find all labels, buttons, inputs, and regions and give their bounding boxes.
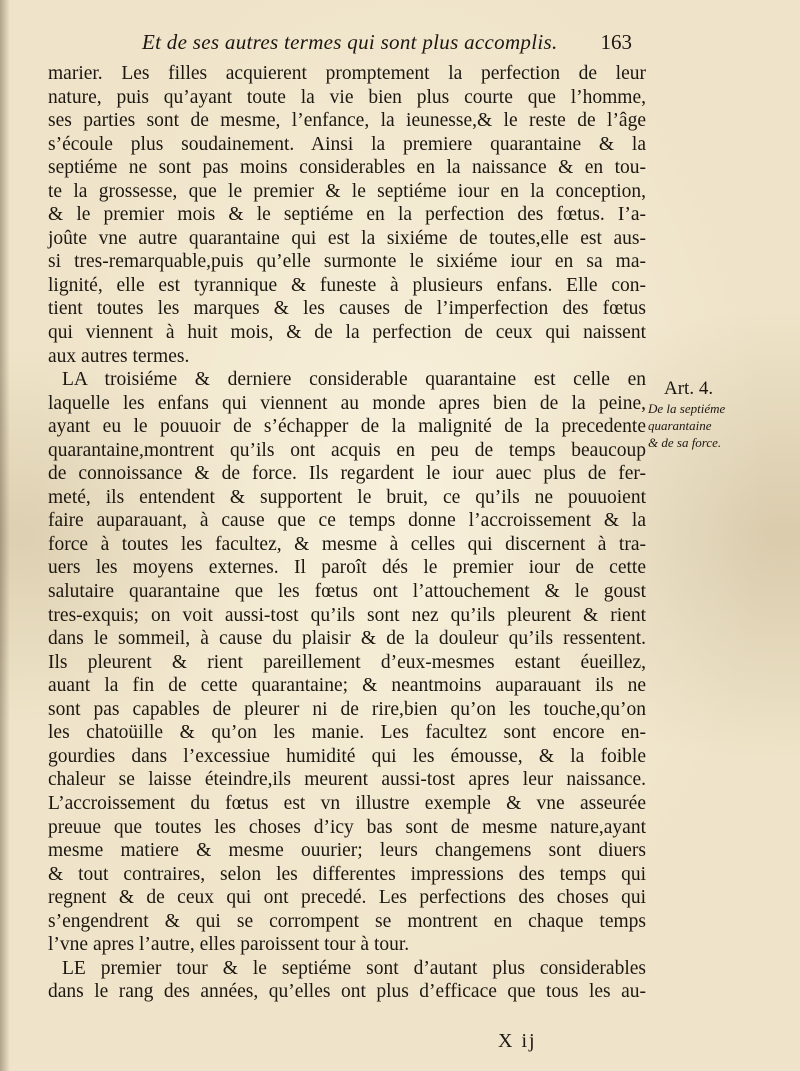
text-line: force à toutes les facultez, & mesme à celles qui discernent à tra- xyxy=(48,533,646,555)
article-number: Art. 4. xyxy=(664,378,714,399)
page-number: 163 xyxy=(600,30,632,54)
text-line: sont pas capables de pleurer ni de rire,bien qu’on les touche,qu’on xyxy=(48,698,646,720)
text-line: laquelle les enfans qui viennent au monde apres bien de la peine, xyxy=(48,392,646,414)
text-line: regnent & de ceux qui ont precedé. Les perfections des choses qui xyxy=(48,887,646,909)
text-line: gourdies dans l’excessiue humidité qui les émousse, & la foible xyxy=(48,745,646,767)
text-line: nature, puis qu’ayant toute la vie bien plus courte que l’homme, xyxy=(48,86,646,108)
text-line: ses parties sont de mesme, l’enfance, la ieunesse,& le reste de l’âge xyxy=(48,110,646,132)
page-header xyxy=(142,30,632,62)
text-line: ayant eu le pouuoir de s’échapper de la malignité de la precedente xyxy=(48,416,646,438)
paragraph-start-line: LA troisiéme & derniere considerable quarantaine est celle en xyxy=(62,369,646,391)
text-line: preuue que toutes les choses d’icy bas sont de mesme nature,ayant xyxy=(48,816,646,838)
text-line: L’accroissement du fœtus est vn illustre exemple & vne asseurée xyxy=(48,792,646,814)
text-line: l’vne apres l’autre, elles paroissent tour à tour. xyxy=(48,934,410,956)
body-text xyxy=(48,62,646,1004)
text-line: si tres-remarquable,puis qu’elle surmonte le sixiéme iour en sa ma- xyxy=(48,251,646,273)
text-line: qui viennent à huit mois, & de la perfection de ceux qui naissent xyxy=(48,322,646,344)
text-line: dans le rang des années, qu’elles ont plus d’efficace que tous les au- xyxy=(48,981,646,1003)
text-line: s’engendrent & qui se corrompent se montrent en chaque temps xyxy=(48,910,646,932)
margin-note-line: & de sa force. xyxy=(648,435,722,450)
text-line: s’écoule plus soudainement. Ainsi la premiere quarantaine & la xyxy=(48,133,646,155)
text-line: de connoissance & de force. Ils regardent le iour auec plus de fer- xyxy=(48,463,646,485)
text-line: les chatoüille & qu’on les manie. Les facultez sont encore en- xyxy=(48,722,646,744)
margin-note xyxy=(648,378,798,451)
text-line: Ils pleurent & rient pareillement d’eux-mesmes estant éueillez, xyxy=(48,651,646,673)
text-line: quarantaine,montrent qu’ils ont acquis en peu de temps beaucoup xyxy=(48,439,646,461)
text-line: joûte vne autre quarantaine qui est la sixiéme de toutes,elle est aus- xyxy=(48,227,646,249)
paragraph-start-line: LE premier tour & le septiéme sont d’autant plus considerables xyxy=(62,957,646,979)
text-line: septiéme ne sont pas moins considerables en la naissance & en tou- xyxy=(48,157,646,179)
running-head: Et de ses autres termes qui sont plus accomplis. xyxy=(142,30,558,54)
text-line: tres-exquis; on voit aussi-tost qu’ils sont nez qu’ils pleurent & rient xyxy=(48,604,646,626)
text-line: tient toutes les marques & les causes de l’imperfection des fœtus xyxy=(48,298,646,320)
page-spine-shadow xyxy=(0,0,10,1071)
text-line: & tout contraires, selon les differentes impressions des temps qui xyxy=(48,863,646,885)
text-line: chaleur se laisse éteindre,ils meurent aussi-tost apres leur naissance. xyxy=(48,769,646,791)
text-line: dans le sommeil, à cause du plaisir & de la douleur qu’ils ressentent. xyxy=(48,628,646,650)
margin-note-line: quarantaine xyxy=(648,418,712,433)
text-line: & le premier mois & le septiéme en la perfection des fœtus. I’a- xyxy=(48,204,646,226)
text-line: te la grossesse, que le premier & le septiéme iour en la conception, xyxy=(48,180,646,202)
text-line: aux autres termes. xyxy=(48,345,190,367)
text-line: uers les moyens externes. Il paroît dés le premier iour de cette xyxy=(48,557,646,579)
text-line: mesme matiere & mesme ouurier; leurs changemens sont diuers xyxy=(48,840,646,862)
text-line: lignité, elle est tyrannique & funeste à plusieurs enfans. Elle con- xyxy=(48,274,646,296)
margin-note-line: De la septiéme xyxy=(648,401,726,416)
text-line: marier. Les filles acquierent promptement la perfection de leur xyxy=(48,63,646,84)
text-line: auant la fin de cette quarantaine; & neantmoins auparauant ils ne xyxy=(48,675,646,697)
text-line: salutaire quarantaine que les fœtus ont l’attouchement & le goust xyxy=(48,581,646,603)
text-line: meté, ils entendent & supportent le bruit, ce qu’ils ne pouuoient xyxy=(48,486,646,508)
text-line: faire auparauant, à cause que ce temps donne l’accroissement & la xyxy=(48,510,646,532)
signature-mark: X ij xyxy=(498,1030,537,1052)
